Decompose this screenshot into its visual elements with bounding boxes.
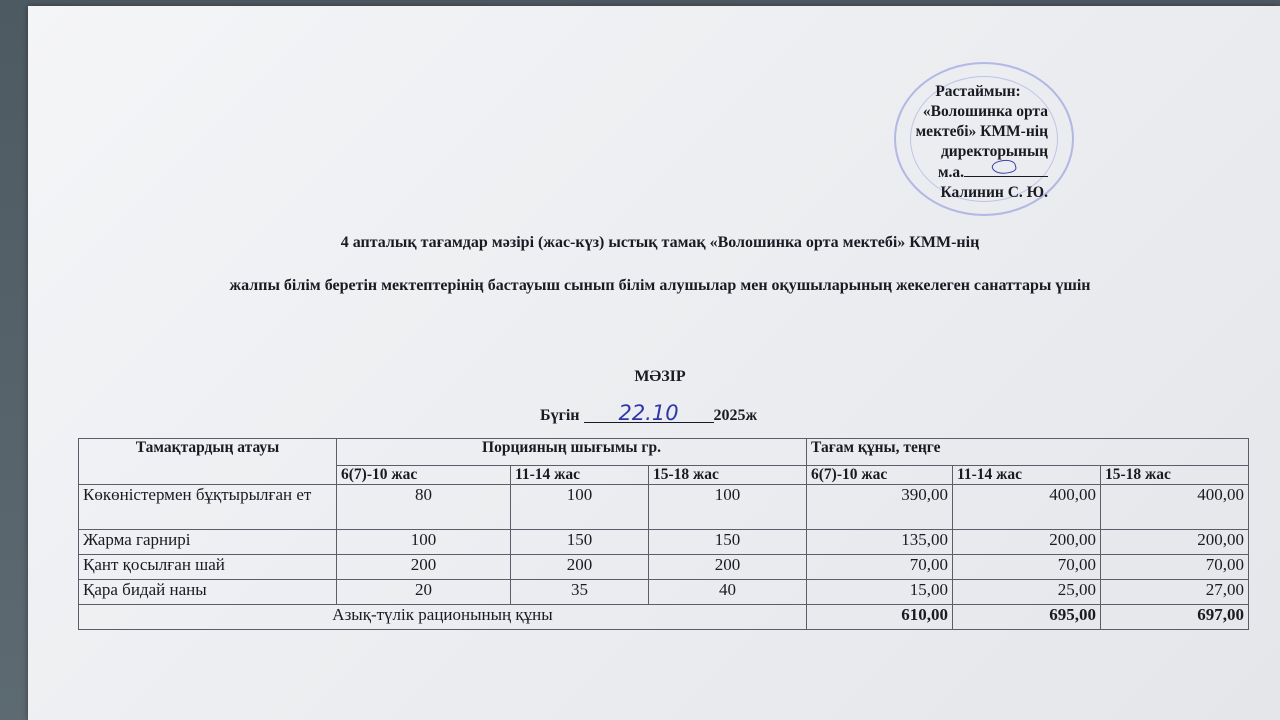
portion-cell: 150: [649, 530, 807, 555]
table-row: [79, 485, 1249, 530]
approval-block: [868, 82, 1048, 203]
price-cell: 400,00: [1101, 485, 1249, 530]
portion-cell: 35: [511, 580, 649, 605]
menu-title: МӘЗІР: [634, 368, 686, 385]
total-cell: 697,00: [1101, 605, 1249, 630]
portion-cell: 80: [337, 485, 511, 530]
header-price: Тағам құны, теңге: [807, 439, 1249, 466]
age-header: 11-14 жас: [511, 466, 649, 485]
table-header-row: [79, 439, 1249, 466]
header-dish-name: Тамақтардың атауы: [79, 439, 337, 485]
price-cell: 70,00: [1101, 555, 1249, 580]
age-header: 11-14 жас: [953, 466, 1101, 485]
date-line: [540, 401, 758, 425]
price-cell: 27,00: [1101, 580, 1249, 605]
approval-line-2: мектебі» КММ-нің: [915, 123, 1048, 140]
portion-cell: 150: [511, 530, 649, 555]
price-cell: 390,00: [807, 485, 953, 530]
dish-name: Қара бидай наны: [79, 580, 337, 605]
age-header: 6(7)-10 жас: [807, 466, 953, 485]
portion-cell: 40: [649, 580, 807, 605]
total-cell: 610,00: [807, 605, 953, 630]
age-header: 15-18 жас: [649, 466, 807, 485]
total-cell: 695,00: [953, 605, 1101, 630]
age-header: 6(7)-10 жас: [337, 466, 511, 485]
dish-name: Жарма гарнирі: [79, 530, 337, 555]
approval-title: Растаймын:: [935, 83, 1021, 100]
price-cell: 70,00: [807, 555, 953, 580]
price-cell: 400,00: [953, 485, 1101, 530]
handwritten-date: 22.10: [584, 404, 714, 423]
date-year: 2025ж: [713, 407, 758, 424]
price-cell: 70,00: [953, 555, 1101, 580]
portion-cell: 200: [337, 555, 511, 580]
portion-cell: 200: [649, 555, 807, 580]
table-row: [79, 580, 1249, 605]
price-cell: 200,00: [1101, 530, 1249, 555]
document-title-line-2: жалпы білім беретін мектептерінің бастауыш сынып білім алушылар мен оқушыларының жекелеген санаттары үшін: [229, 277, 1091, 294]
portion-cell: 20: [337, 580, 511, 605]
portion-cell: 100: [649, 485, 807, 530]
approval-signature-line: [868, 162, 1048, 183]
handwritten-signature: [964, 162, 1048, 177]
portion-cell: 200: [511, 555, 649, 580]
menu-table: [78, 438, 1249, 630]
portion-cell: 100: [511, 485, 649, 530]
price-cell: 135,00: [807, 530, 953, 555]
price-cell: 25,00: [953, 580, 1101, 605]
price-cell: 15,00: [807, 580, 953, 605]
portion-cell: 100: [337, 530, 511, 555]
approval-line-3: директорының: [940, 143, 1048, 160]
total-row: [79, 605, 1249, 630]
dish-name: Көкөністермен бұқтырылған ет: [79, 485, 337, 530]
table-row: [79, 530, 1249, 555]
total-label: Азық-түлік рационының құны: [79, 605, 807, 630]
age-header: 15-18 жас: [1101, 466, 1249, 485]
price-cell: 200,00: [953, 530, 1101, 555]
date-label: Бүгін: [540, 407, 580, 424]
approval-acting-label: м.а.: [937, 164, 964, 181]
approval-line-1: «Волошинка орта: [922, 103, 1048, 120]
document-title-line-1: 4 апталық тағамдар мәзірі (жас-күз) ыстық тамақ «Волошинка орта мектебі» КММ-нің: [340, 234, 980, 251]
dish-name: Қант қосылған шай: [79, 555, 337, 580]
table-row: [79, 555, 1249, 580]
approval-director-name: Калинин С. Ю.: [940, 184, 1048, 201]
header-portion: Порцияның шығымы гр.: [337, 439, 807, 466]
